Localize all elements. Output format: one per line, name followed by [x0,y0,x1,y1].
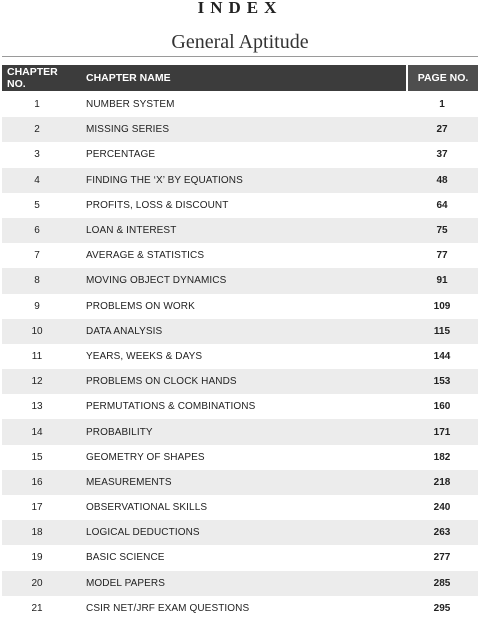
chapter-name: OBSERVATIONAL SKILLS [86,502,208,514]
page-number: 218 [433,476,451,488]
page-number: 115 [433,325,451,337]
chapter-number: 8 [34,275,40,287]
page-number: 75 [436,225,448,237]
table-row [2,369,478,394]
table-body [2,92,478,621]
page-number: 27 [436,124,448,136]
page-number: 109 [433,300,451,312]
page-number: 182 [433,451,451,463]
table-row [2,168,478,193]
chapter-name: MODEL PAPERS [86,577,165,589]
table-row [2,117,478,142]
page-number: 277 [433,552,451,564]
page-number: 77 [436,250,448,262]
header-page-no: PAGE NO. [406,65,478,91]
page-number: 171 [433,426,451,438]
table-row [2,419,478,444]
header-chapter-name: CHAPTER NAME [86,72,171,84]
chapter-name: CSIR NET/JRF EXAM QUESTIONS [86,602,250,614]
chapter-name: DATA ANALYSIS [86,325,163,337]
chapter-name: MISSING SERIES [86,124,170,136]
chapter-name: PROBLEMS ON CLOCK HANDS [86,376,237,388]
table-row [2,571,478,596]
table-row [2,319,478,344]
chapter-number: 4 [34,174,40,186]
chapter-name: LOGICAL DEDUCTIONS [86,527,200,539]
chapter-number: 16 [31,476,43,488]
chapter-number: 10 [31,325,43,337]
chapter-number: 1 [34,99,40,111]
chapter-number: 20 [31,577,43,589]
page-number: 144 [433,350,451,362]
chapter-name: BASIC SCIENCE [86,552,165,564]
chapter-name: PERMUTATIONS & COMBINATIONS [86,401,256,413]
chapter-number: 17 [31,502,43,514]
page-number: 48 [436,174,448,186]
page-number: 160 [433,401,451,413]
chapter-number: 21 [31,602,43,614]
chapter-name: YEARS, WEEKS & DAYS [86,350,203,362]
page-number: 263 [433,527,451,539]
table-row [2,218,478,243]
chapter-number: 18 [31,527,43,539]
chapter-number: 7 [34,250,40,262]
chapter-number: 3 [34,149,40,161]
chapter-number: 2 [34,124,40,136]
chapter-number: 19 [31,552,43,564]
chapter-number: 9 [34,300,40,312]
chapter-name: GEOMETRY OF SHAPES [86,451,205,463]
table-row [2,545,478,570]
chapter-number: 11 [31,350,43,362]
table-row [2,92,478,117]
page-subheading: General Aptitude [171,31,309,53]
chapter-name: PROFITS, LOSS & DISCOUNT [86,199,229,211]
chapter-name: LOAN & INTEREST [86,225,177,237]
page-heading: INDEX [197,0,283,17]
chapter-number: 14 [31,426,43,438]
chapter-name: NUMBER SYSTEM [86,99,175,111]
table-row [2,445,478,470]
page-number: 91 [436,275,448,287]
table-row [2,520,478,545]
chapter-name: MOVING OBJECT DYNAMICS [86,275,227,287]
chapter-name: PROBABILITY [86,426,153,438]
table-row [2,243,478,268]
page-number: 295 [433,602,451,614]
page-number: 64 [436,199,448,211]
table-row [2,495,478,520]
table-row [2,268,478,293]
chapter-number: 13 [31,401,43,413]
title-divider [2,56,478,57]
page-number: 240 [433,502,451,514]
chapter-name: AVERAGE & STATISTICS [86,250,205,262]
chapter-number: 12 [31,376,43,388]
index-table [2,65,478,621]
table-row [2,344,478,369]
page-number: 285 [433,577,451,589]
header-chapter-no: CHAPTER NO. [7,66,58,90]
table-row [2,193,478,218]
page-number: 37 [436,149,448,161]
chapter-number: 15 [31,451,43,463]
table-row [2,394,478,419]
chapter-number: 6 [34,225,40,237]
chapter-name: PERCENTAGE [86,149,156,161]
table-row [2,470,478,495]
table-header-row [2,65,478,91]
table-row [2,142,478,167]
table-row [2,596,478,621]
chapter-number: 5 [34,199,40,211]
page-number: 153 [433,376,451,388]
table-row [2,294,478,319]
chapter-name: PROBLEMS ON WORK [86,300,195,312]
chapter-name: FINDING THE ‘X’ BY EQUATIONS [86,174,243,186]
page-number: 1 [439,99,445,111]
chapter-name: MEASUREMENTS [86,476,172,488]
